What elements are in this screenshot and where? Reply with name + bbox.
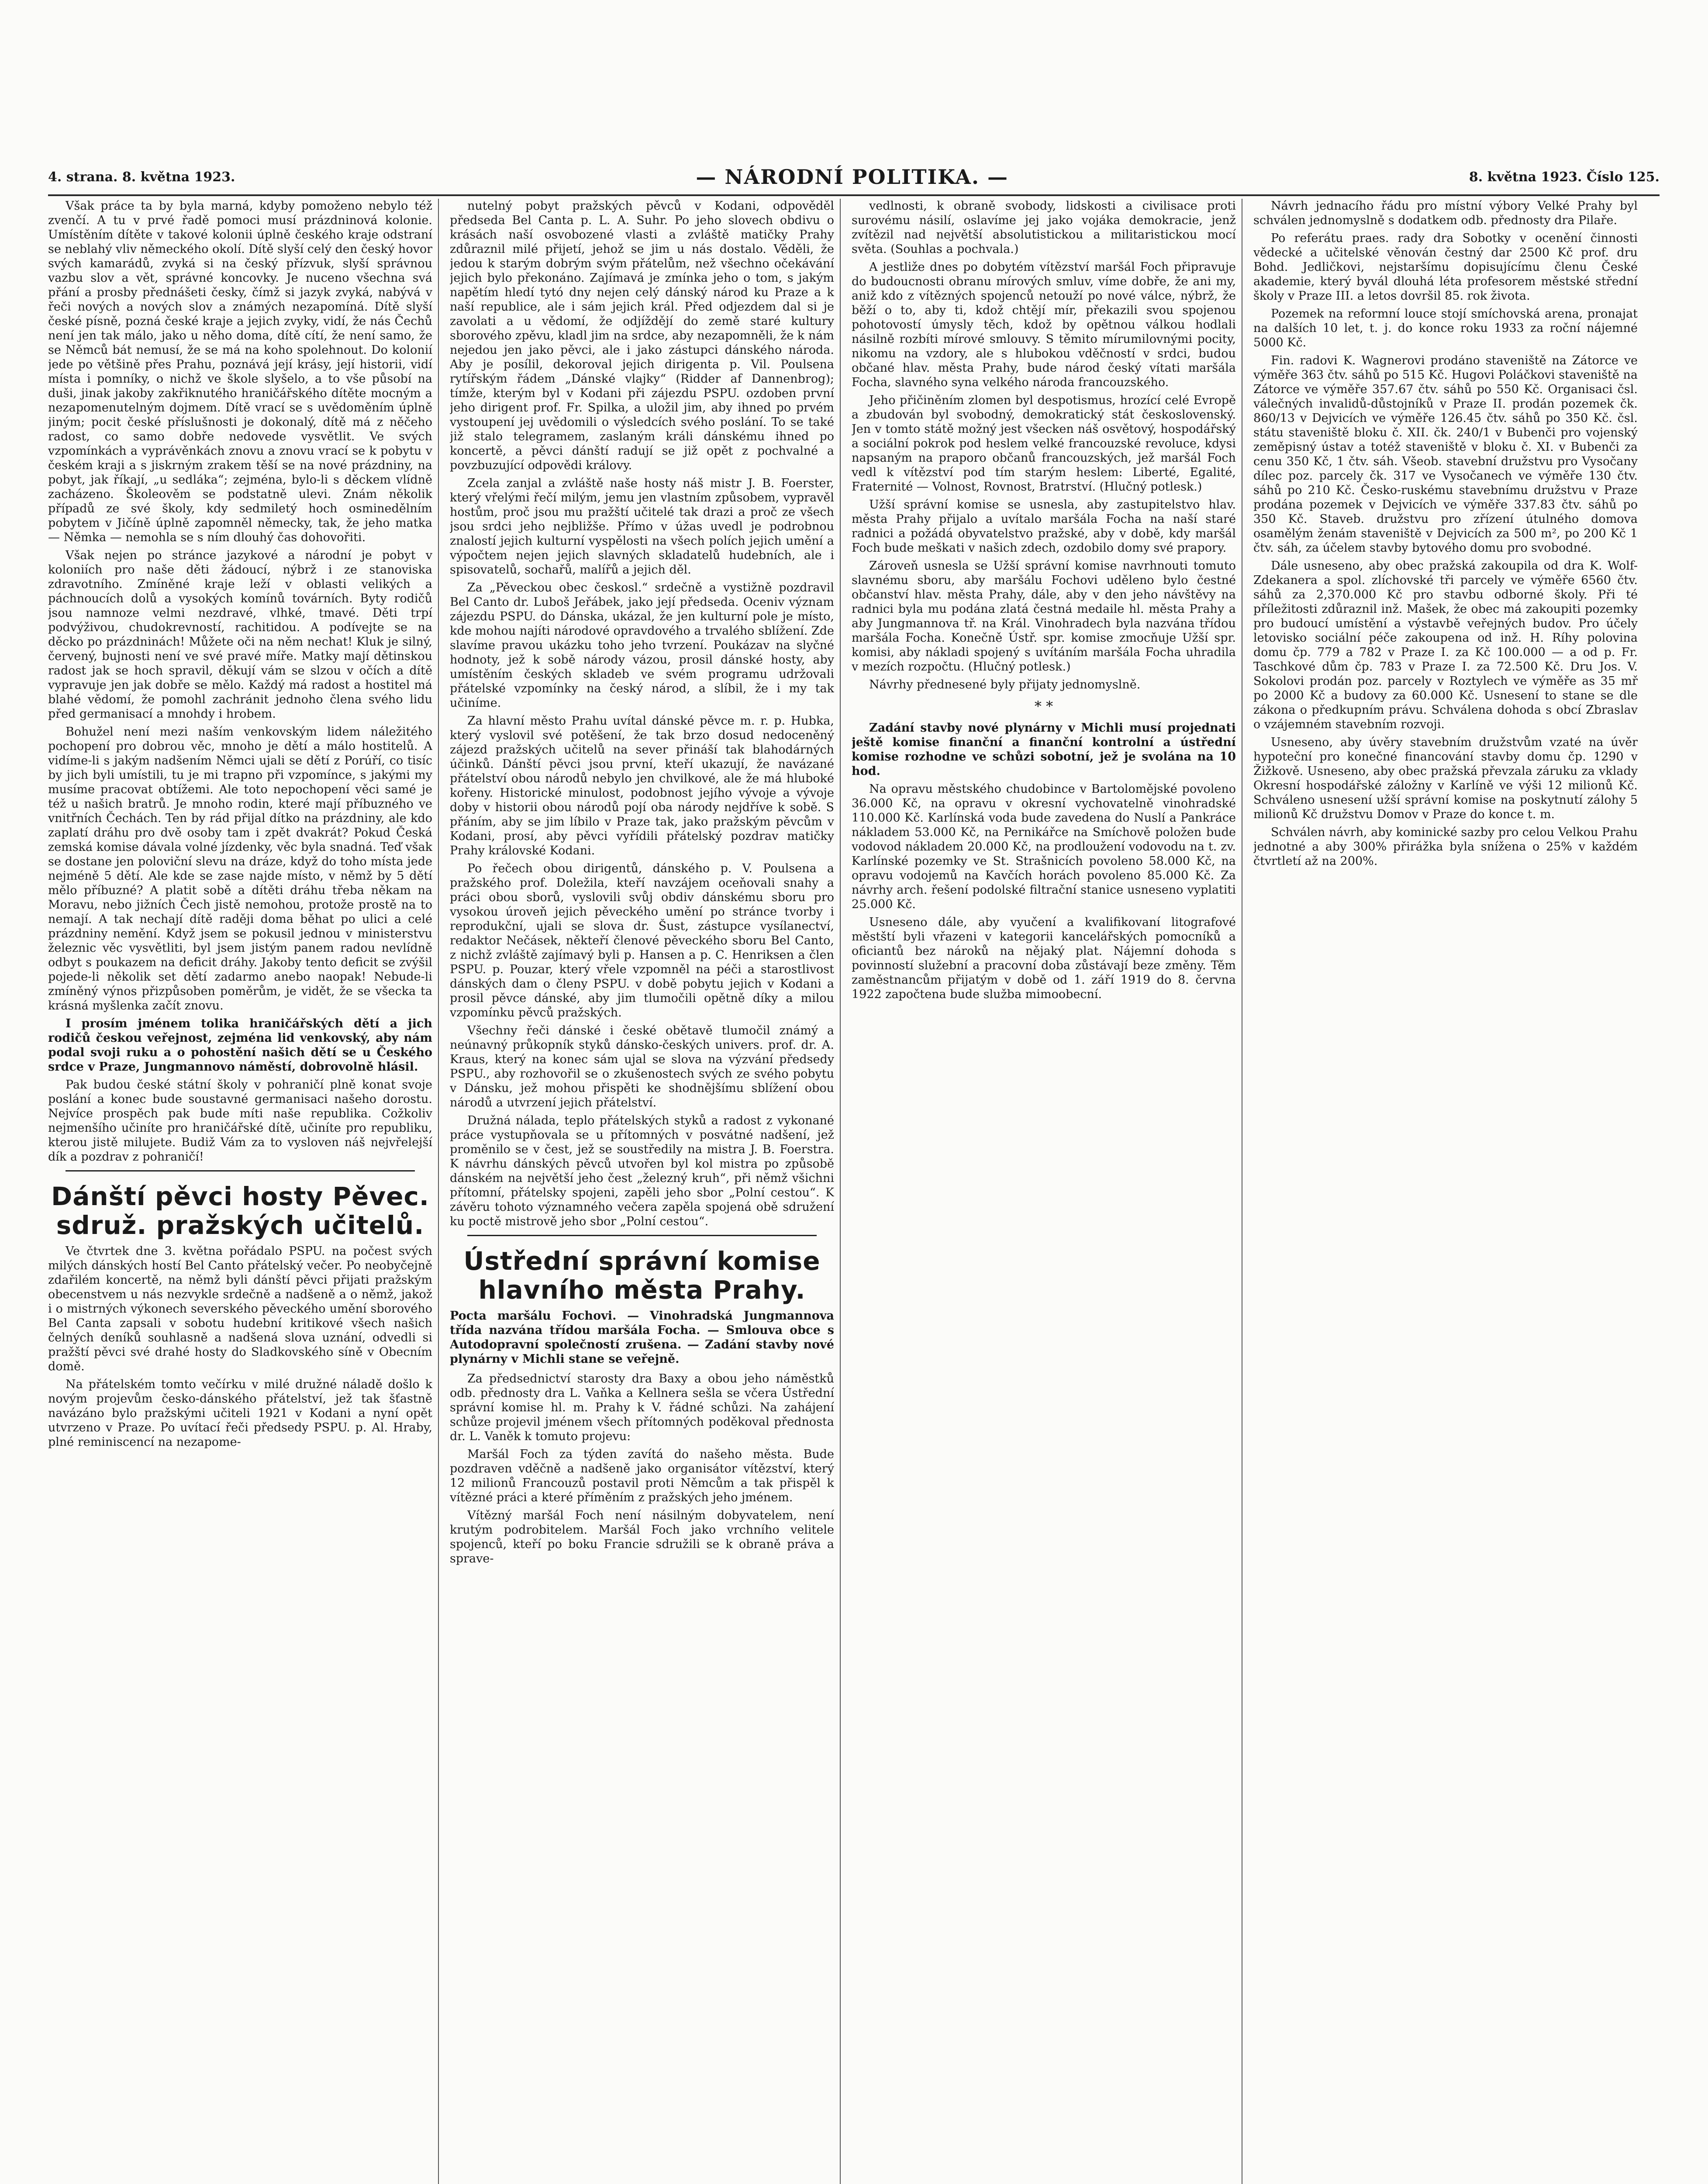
article-paragraph: Na opravu městského chudobince v Bartolomějské povoleno 36.000 Kč, na opravu v okresní vychovatelně vinohradské 110.000 Kč. Karlínská voda bude zavedena do Nuslí a Pankráce nákladem 53.000 Kč, na Pernikářce na Smíchově položen bude vodovod nákladem 20.000 Kč, na prodloužení vodovodu na t. zv. Karlínské pozemky ve St. Strašnicích povoleno 58.000 Kč, na opravu vodojemů na Kavčích horách povoleno 85.000 Kč. Za návrhy arch. řešení podolské filtrační stanice usneseno vyplatiti 25.000 Kč.	[852, 782, 1236, 911]
article-paragraph: Všechny řeči dánské i české obětavě tlumočil známý a neúnavný průkopník styků dánsko-českých univers. prof. dr. A. Kraus, který na konec sám ujal se slova na výzvání předsedy PSPU., aby rozhovořil se o zkušenostech svých ze svého pobytu v Dánsku, jež mohou přispěti ke shodnějšímu sblížení obou národů a utvrzení jejich přátelství.	[450, 1024, 834, 1109]
newspaper-masthead: — NÁRODNÍ POLITIKA. —	[696, 165, 1008, 189]
article-paragraph: Pozemek na reformní louce stojí smíchovská arena, pronajat na dalších 10 let, t. j. do konce roku 1933 za roční nájemné 5000 Kč.	[1253, 307, 1638, 349]
article-paragraph: Za hlavní město Prahu uvítal dánské pěvce m. r. p. Hubka, který vyslovil své potěšení, že tak brzo dosud nedoceněný zájezd pražských učitelů na sever přináší tak blahodárných účinků. Dánští pěvci jsou první, kteří ukazují, že navázané přátelství obou národů nebylo jen chvilkové, ale že má hluboké kořeny. Historické minulost, podobnost jejího vývoje a vývoje doby v historii obou národů pojí oba národy nejdříve k sobě. S přáním, aby se jim líbilo v Praze tak, jako pražským pěvcům v Kodani, prosí, aby pěvci vyřídili přátelský pozdrav matičky Prahy královské Kodani.	[450, 714, 834, 857]
article-paragraph: Po referátu praes. rady dra Sobotky v ocenění činnosti vědecké a učitelské věnován čestný dar 2500 Kč prof. dru Bohd. Jedličkovi, nejstaršímu dopisujícímu členu České akademie, který byvál dlouhá léta profesorem městské střední školy v Praze III. a letos dovršil 85. rok života.	[1253, 232, 1638, 303]
column-3	[852, 199, 1236, 2184]
header-date-issue: 8. května 1923. Číslo 125.	[1469, 169, 1660, 185]
column-4	[1253, 199, 1638, 2184]
article-paragraph: nutelný pobyt pražských pěvců v Kodani, odpověděl předseda Bel Canta p. L. A. Suhr. Po jeho slovech obdivu o krásách naší osvobozené vlasti a zvláště matičky Prahy zdůraznil milé přijetí, jehož se jim u nás dostalo. Věděli, že jedou k starým dobrým svým přátelům, než všechno očekávání jejich bylo překonáno. Zajímavá je zmínka jeho o tom, s jakým napětím hledí tytó dny nejen celý dánský národ ku Praze a k naší republice, ale i sám jejich král. Před odjezdem dal si je zavolati a u vědomí, že odjíždějí do země staré kultury sborového zpěvu, kladl jim na srdce, aby nezapomněli, že k nám nejedou jen jako pěvci, ale i jako zástupci dánského národa. Aby je posílil, dekoroval jejich dirigenta p. Vil. Poulsena rytířským řádem „Dánské vlajky“ (Ridder af Dannenbrog); tímže, kterým byl v Kodani při zájezdu PSPU. ozdoben první jeho dirigent prof. Fr. Spilka, a uložil jim, aby ihned po prvém vystoupení jej uvědomili o výsledcích svého poslání. To se také již stalo telegramem, zaslaným králi dánskému ihned po koncertě, a pěvci dánští radují se již opět z pochvalné a povzbuzující odpovědi královy.	[450, 199, 834, 472]
article-paragraph: Schválen návrh, aby kominické sazby pro celou Velkou Prahu jednotné a aby 300% přirážka byla snížena o 25% v každém čtvrtletí až na 200%.	[1253, 826, 1638, 868]
article-paragraph: A jestliže dnes po dobytém vítězství maršál Foch připravuje do budoucnosti obranu mírových smluv, víme dobře, že ani my, aniž kdo z vítězných spojenců netouží po nové válce, nýbrž, že běží o to, aby ti, kdož chtějí mír, překazili svou spojenou pohotovostí úmysly těch, kdož by opětnou válkou hodlali násilně rozbíti mírové smlouvy. S těmito mírumilovnými pocity, nikomu na vzdory, ale s hlubokou vděčností v srdci, budou občané hlav. města Prahy, bude národ český vítati maršála Focha, slavného syna velkého národa francouzského.	[852, 260, 1236, 389]
article-separator	[467, 1235, 817, 1236]
header-date-left: 4. strana. 8. května 1923.	[48, 169, 235, 185]
article-paragraph: Po řečech obou dirigentů, dánského p. V. Poulsena a pražského prof. Doležila, kteří navzájem oceňovali snahy a práci obou sborů, vyslovili svůj obdiv dánskému sboru pro vysokou úroveň jejich pěveckého umění po stránce tvorby i reprodukční, ujali se slova dr. Šust, zástupce vysílanectví, redaktor Nečásek, někteří členové pěveckého sboru Bel Canto, z nichž zvláště zajímavý byli p. Hansen a p. C. Henriksen a člen PSPU. p. Pouzar, který vřele vzpomněl na péči a starostlivost dánských dam o členy PSPU. v době pobytu jejich v Kodani a prosil pěvce dánské, aby jim tlumočili opětně díky a milou vzpomínku pěvců pražských.	[450, 862, 834, 1019]
article-paragraph: Dále usneseno, aby obec pražská zakoupila od dra K. Wolf-Zdekanera a spol. zlíchovské tři parcely ve výměře 6560 čtv. sáhů za 2,370.000 Kč pro stavbu odborné školy. Při té příležitosti zdůraznil inž. Mašek, že obec má zakoupiti pozemky pro budoucí umístění a výstavbě veřejných budov. Pro účely letovisko sociální péče zakoupena od inž. H. Ríhy polovina domu čp. 779 a 782 v Praze I. za Kč 100.000 — a od p. Fr. Taschkové dům čp. 783 v Praze I. za 72.500 Kč. Dru Jos. V. Sokolovi prodán poz. parcely v Roztylech ve výměře as 35 mř po 2000 Kč a budovy za 60.000 Kč. Usnesení to stane se dle zákona o předkupním právu. Schválena dohoda s obcí Zbraslav o vzájemném stavebním rozvoji.	[1253, 559, 1638, 731]
article-paragraph: Usneseno dále, aby vyučení a kvalifikovaní litografové městští byli vřazeni v kategorii kancelářských pomocníků a oficiantů bez nároků na nějaký plat. Nájemní dohoda s povinností služební a pracovní doba zůstávají beze změny. Těm zaměstnancům přijatým v době od 1. září 1919 do 8. června 1922 započtena bude služba mimoobecní.	[852, 916, 1236, 1001]
article-paragraph: Užší správní komise se usnesla, aby zastupitelstvo hlav. města Prahy přijalo a uvítalo maršála Focha na naší staré radnici a požádá obyvatelstvo pražské, aby v době, kdy maršál Foch bude meškati v našich zdech, ozdobilo domy své prapory.	[852, 498, 1236, 555]
article-paragraph: Návrhy přednesené byly přijaty jednomyslně.	[869, 678, 1141, 691]
article-paragraph: Ve čtvrtek dne 3. května pořádalo PSPU. na počest svých milých dánských hostí Bel Canto přátelský večer. Po neobyčejně zdařilém koncertě, na němž byli dánští pěvci přijati pražským obecenstvem u nás nezvykle srdečně a nadšeně a o němž, jakož i o mistrných výkonech severského pěveckého umění sborového Bel Canta zapsali v sobotu hudební kritikové všech našich čelných deníků souhlasně a nadšená slova uznání, odvedli si pražští pěvci své drahé hosty do Sladkovského síně v Obecním domě.	[48, 1244, 432, 1373]
page-header	[48, 159, 1660, 196]
article-paragraph: Fin. radovi K. Wagnerovi prodáno staveniště na Zátorce ve výměře 363 čtv. sáhů po 515 Kč. Hugovi Poláčkovi staveniště na Zátorce ve výměře 357.67 čtv. sáhů po 550 Kč. Organisaci čsl. válečných invalidů-důstojníků v Praze II. prodán pozemek čk. 860/13 v Dejvicích ve výměře 126.45 čtv. sáhů po 350 Kč. čsl. státu staveniště bloku č. XII. čk. 240/1 v Bubenči pro vojenský zeměpisný ústav a totéž staveniště v bloku č. XI. v Bubenči za cenu 350 Kč, 1 čtv. sáh. Všeob. stavební družstvu pro Vysočany dílec poz. parcely čk. 317 ve Vysočanech ve výměře 130 čtv. sáhů po 210 Kč. Česko-ruskému stavebnímu družstvu v Praze prodána pozemek v Dejvicích ve výměře 337.83 čtv. sáhů po 350 Kč. Staveb. družstvu pro zřízení útulného domova osamělým ženám staveniště v Dejvicích za 500 m², po 200 Kč 1 čtv. sáh, za účelem stavby bytového domu pro svobodné.	[1253, 354, 1638, 555]
article-paragraph: Za „Pěveckou obec českosl.“ srdečně a vystižně pozdravil Bel Canto dr. Luboš Jeřábek, jako její předseda. Oceniv význam zájezdu PSPU. do Dánska, ukázal, že jen kulturní pole je místo, kde mohou najíti národové opravdového a trvalého sblížení. Zde slavíme pravou ukázku toho jeho tvrzení. Poukázav na slyčné hodnoty, jež k sobě národy vázou, prosil dánské hosty, aby umístěním českých skladeb ve svém programu udržovali přátelské vzpomínky na český národ, a slíbil, že i my tak učiníme.	[450, 581, 834, 710]
article-paragraph: Však práce ta by byla marná, kdyby pomoženo nebylo též zvenčí. A tu v prvé řadě pomoci musí prázdninová kolonie. Umístěním dítěte v takové kolonii úplně českého kraje odstraní se neblahý vliv německého okolí. Dítě slyší celý den český hovor svých kamarádů, zvyká si na český přízvuk, slyší správnou vazbu slov a vět, správné koncovky. Je nuceno všechna svá přání a prosby přednášeti česky, čímž si jazyk zvyká, nabývá v řeči nových a nových slov a známých nezapomíná. Dítě slyší české písně, pozná české kraje a jejich zvyky, vidí, že nás Čechů není jen tak málo, jako u něho doma, dítě cítí, že není samo, že se Němců bát nemusí, že se má na koho spolehnout. Do kolonií jede po většině přes Prahu, poznává její krásy, její historii, vidí místa i pomníky, o nichž ve škole slyšelo, a to vše působí na duši, jinak jakoby zakřiknutého hraničářského dítěte mocným a nezapomenutelným dojmem. Dítě vrací se s uvědoměním úplně jiným; pocit české příslušnosti je dokonalý, dítě má z něčeho radost, co samo dobře nedovede vysvětlit. Ve svých vzpomínkách a vyprávěnkách znovu a znovu vrací se k pobytu v českém kraji a s jiskrným zrakem těší se na nové prázdniny, na pobyt, jak říkají, „u sedláka“; zejména, bylo-li s děckem vlídně zacházeno. Školeověm se podstatně ulevi. Znám několik případů ze své školy, kdy sedmiletý hoch osminedělním pobytem v Jičíně úplně zapomněl německy, tak, že jeho matka — Němka — nemohla se s ním dlouhý čas dohovořiti.	[48, 199, 432, 544]
column-1	[48, 199, 432, 2184]
section-stars: * *	[1034, 698, 1053, 715]
article-paragraph: Maršál Foch za týden zavítá do našeho města. Bude pozdraven vděčně a nadšeně jako organisátor vítězství, který 12 milionů Francouzů postavil proti Němcům a tak přispěl k vítězné práci a které příměním z pražských jeho jménem.	[450, 1448, 834, 1504]
column-2	[450, 199, 834, 2184]
article-appeal: I prosím jménem tolika hraničářských dětí a jich rodičů českou veřejnost, zejména lid venkovský, aby nám podal svoji ruku a o pohostění našich dětí se u Českého srdce v Praze, Jungmannovo náměstí, dobrovolně hlásil.	[48, 1017, 432, 1074]
article-paragraph: Zadání stavby nové plynárny v Michli musí projednati ještě komise finanční a finanční kontrolní a ústřední komise rozhodne ve schůzi sobotní, jež je svolána na 10 hod.	[852, 721, 1236, 778]
article-paragraph: Návrh jednacího řádu pro místní výbory Velké Prahy byl schválen jednomyslně s dodatkem odb. přednosty dra Pilaře.	[1253, 199, 1638, 227]
column-divider	[840, 199, 841, 2184]
article-paragraph: Družná nálada, teplo přátelských styků a radost z vykonané práce vystupňovala se u přítomných v posvátné nadšení, jež proměnilo se v čest, jež se soustředily na mistra J. B. Foerstra. K návrhu dánských pěvců utvořen byl kol mistra po způsobě dánském na největší jeho čest „železný kruh“, při němž všichni přítomní, přátelsky spojeni, zapěli jeho sbor „Polní cestou“. K závěru tohoto významného večera zapěla spojená obě sdružení ku poctě mistrově jeho sbor „Polní cestou“.	[450, 1114, 834, 1228]
article-paragraph: Usneseno, aby úvěry stavebním družstvům vzaté na úvěr hypoteční pro konečné financování stavby domu čp. 1290 v Žižkově. Usneseno, aby obec pražská převzala záruku za vklady Okresní hospodářské záložny v Karlíně ve výši 12 milionů Kč. Schváleno usnesení užší správní komise na poskytnutí zálohy 5 milionů Kč družstvu Domov v Praze do konce t. m.	[1253, 736, 1638, 821]
article-paragraph: Vítězný maršál Foch není násilným dobyvatelem, není krutým podrobitelem. Maršál Foch jako vrchního velitele spojenců, kteří po boku Francie sdružili se k obraně práva a sprave-	[450, 1509, 834, 1565]
article-paragraph: vedlnosti, k obraně svobody, lidskosti a civilisace proti surovému násilí, oslavíme jej jako vojáka demokracie, jenž zvítězil nad největší absolutistickou a militaristickou mocí světa. (Souhlas a pochvala.)	[852, 199, 1236, 256]
article-paragraph: Jeho přičiněním zlomen byl despotismus, hrozící celé Evropě a zbudován byl svobodný, demokratický stát československý. Jen v tomto státě možný jest všecken náš osvětový, hospodářský a sociální pokrok pod heslem velké francouzské revoluce, kdysi napsaným na praporo občanů francouzských, jež maršál Foch vedl k vítězství pod tím starým heslem: Liberté, Egalité, Fraternité — Volnost, Rovnost, Bratrství. (Hlučný potlesk.)	[852, 394, 1236, 494]
article-paragraph: Zároveň usnesla se Užší správní komise navrhnouti tomuto slavnému sboru, aby maršálu Fochovi uděleno bylo čestné občanství hlav. města Prahy, dále, aby v den jeho návštěvy na radnici byla mu podána zlatá čestná medaile hl. města Prahy a aby Jungmannova tř. na Král. Vinohradech byla nazvána třídou maršála Focha. Konečně Ústř. spr. komise zmocňuje Užší spr. komisi, aby nákladi spojený s uvítáním maršála Focha uhradila v mezích rozpočtu. (Hlučný potlesk.)	[852, 559, 1236, 674]
article-paragraph: Bohužel není mezi naším venkovským lidem náležitého pochopení pro dobrou věc, mnoho je dětí a málo hostitelů. A vidíme-li s jakým nadšením Němci ujali se dětí z Porúří, co tisíc by jich byli umístili, tu je mi trapno při vzpomínce, s jakými my musíme pracovat obtížemi. Ale toto nepochopení věci samé je též u našich bratrů. Je mnoho rodin, které mají příbuzného ve vnitřních Čechách. Ten by rád přijal dítko na prázdniny, ale kdo zaplatí dráhu pro dvě osoby tam i zpět dvakrát? Pokud Česká zemská komise dávala volné jízdenky, věc byla snadná. Teď však se dostane jen poloviční slevu na dráze, když do toho místa jede nejméně 5 dětí. Ale kde se zase najde místo, v němž by 5 dětí mělo příbuzné? A platit sobě a dítěti dráhu třeba někam na Moravu, nebo jižních Čech jistě nemohou, protože prostě na to nemají. A tak nechají dítě raději doma běhat po ulici a celé prázdniny nemění. Když jsem se pokusil jednou v ministerstvu železnic věc vysvětliti, byl jsem jistým panem radou nevlídně odbyt s poukazem na deficit dráhy. Jakoby tento deficit se zvýšil pojede-li několik set dětí zadarmo anebo naopak! Nebude-li zmíněný výnos přizpůsoben poměrům, je vidět, že se všecka ta krásná myšlenka začít znovu.	[48, 725, 432, 1013]
article-title-danish-singers: Dánští pěvci hosty Pěvec. sdruž. pražských učitelů.	[51, 1182, 429, 1240]
article-separator	[66, 1170, 415, 1171]
article-paragraph: Zcela zanjal a zvláště naše hosty náš mistr J. B. Foerster, který vřelými řečí milým, jemu jen vlastním způsobem, vypravěl hostům, proč jsou mu pražští učitelé tak drazi a proč ze všech jsou srdci jeho nejbližše. Přímo v úžas uvedl je podrobnou znalostí jejich kulturní vyspělosti na všech polích jejich umění a výpočtem nejen jejich slavných skladatelů hudebních, ale i spisovatelů, sochařů, malířů a jejich děl.	[450, 477, 834, 577]
article-title-city-commission: Ústřední správní komise hlavního města Prahy.	[463, 1246, 821, 1305]
article-paragraph: Pak budou české státní školy v pohraničí plně konat svoje poslání a konec bude soustavné germanisaci našeho dorostu. Nejvíce prospěch pak bude míti naše republika. Cožkoliv nejmenšího učiníte pro hraničářské dítě, učiníte pro republiku, kterou jistě milujete. Budiž Vám za to vysloven náš nejvřelejší dík a pozdrav z pohraničí!	[48, 1078, 432, 1164]
article-paragraph: Na přátelském tomto večírku v milé družné náladě došlo k novým projevům česko-dánského přátelství, jež tak šťastně navázáno bylo pražskými učiteli 1921 v Kodani a nyní opět utvrzeno v Praze. Po uvítací řeči předsedy PSPU. p. Al. Hraby, plné reminiscencí na nezapome-	[48, 1378, 432, 1449]
article-paragraph: Však nejen po stránce jazykové a národní je pobyt v koloniích pro naše děti žádoucí, nýbrž i ze stanoviska zdravotního. Zmíněné kraje leží v oblasti velikých a páchnoucích dolů a vysokých komínů továrních. Byty rodičů jsou namnoze velmi nezdravé, vlhké, tmavé. Děti trpí podvýživou, chudokrevností, rachitidou. A podívejte se na děcko po prázdninách! Můžete oči na něm nechat! Kluk je silný, červený, bujnosti není ve své pravé míře. Matky mají dětinskou radost jak se hoch spravil, děkují vám se slzou v očích a dítě vypravuje jen jak dobře se mělo. Každý má radost a hostitel má blahé vědomí, že pomohl zachránit jednoho člena svého lidu před germanisací a mnohdy i hrobem.	[48, 549, 432, 721]
article-paragraph: Za předsednictví starosty dra Baxy a obou jeho náměstků odb. přednosty dra L. Vaňka a Kellnera sešla se včera Ústřední správní komise hl. m. Prahy k V. řádné schůzi. Na zahájení schůze projevil jménem všech přítomných poděkoval přednosta dr. L. Vaněk k tomuto projevu:	[450, 1372, 834, 1443]
column-divider	[438, 199, 439, 2184]
article-deck: Pocta maršálu Fochovi. — Vinohradská Jungmannova třída nazvána třídou maršála Focha. — Smlouva obce s Autodopravní společností zrušena. — Zadání stavby nové plynárny v Michli stane se veřejně.	[450, 1309, 834, 1366]
